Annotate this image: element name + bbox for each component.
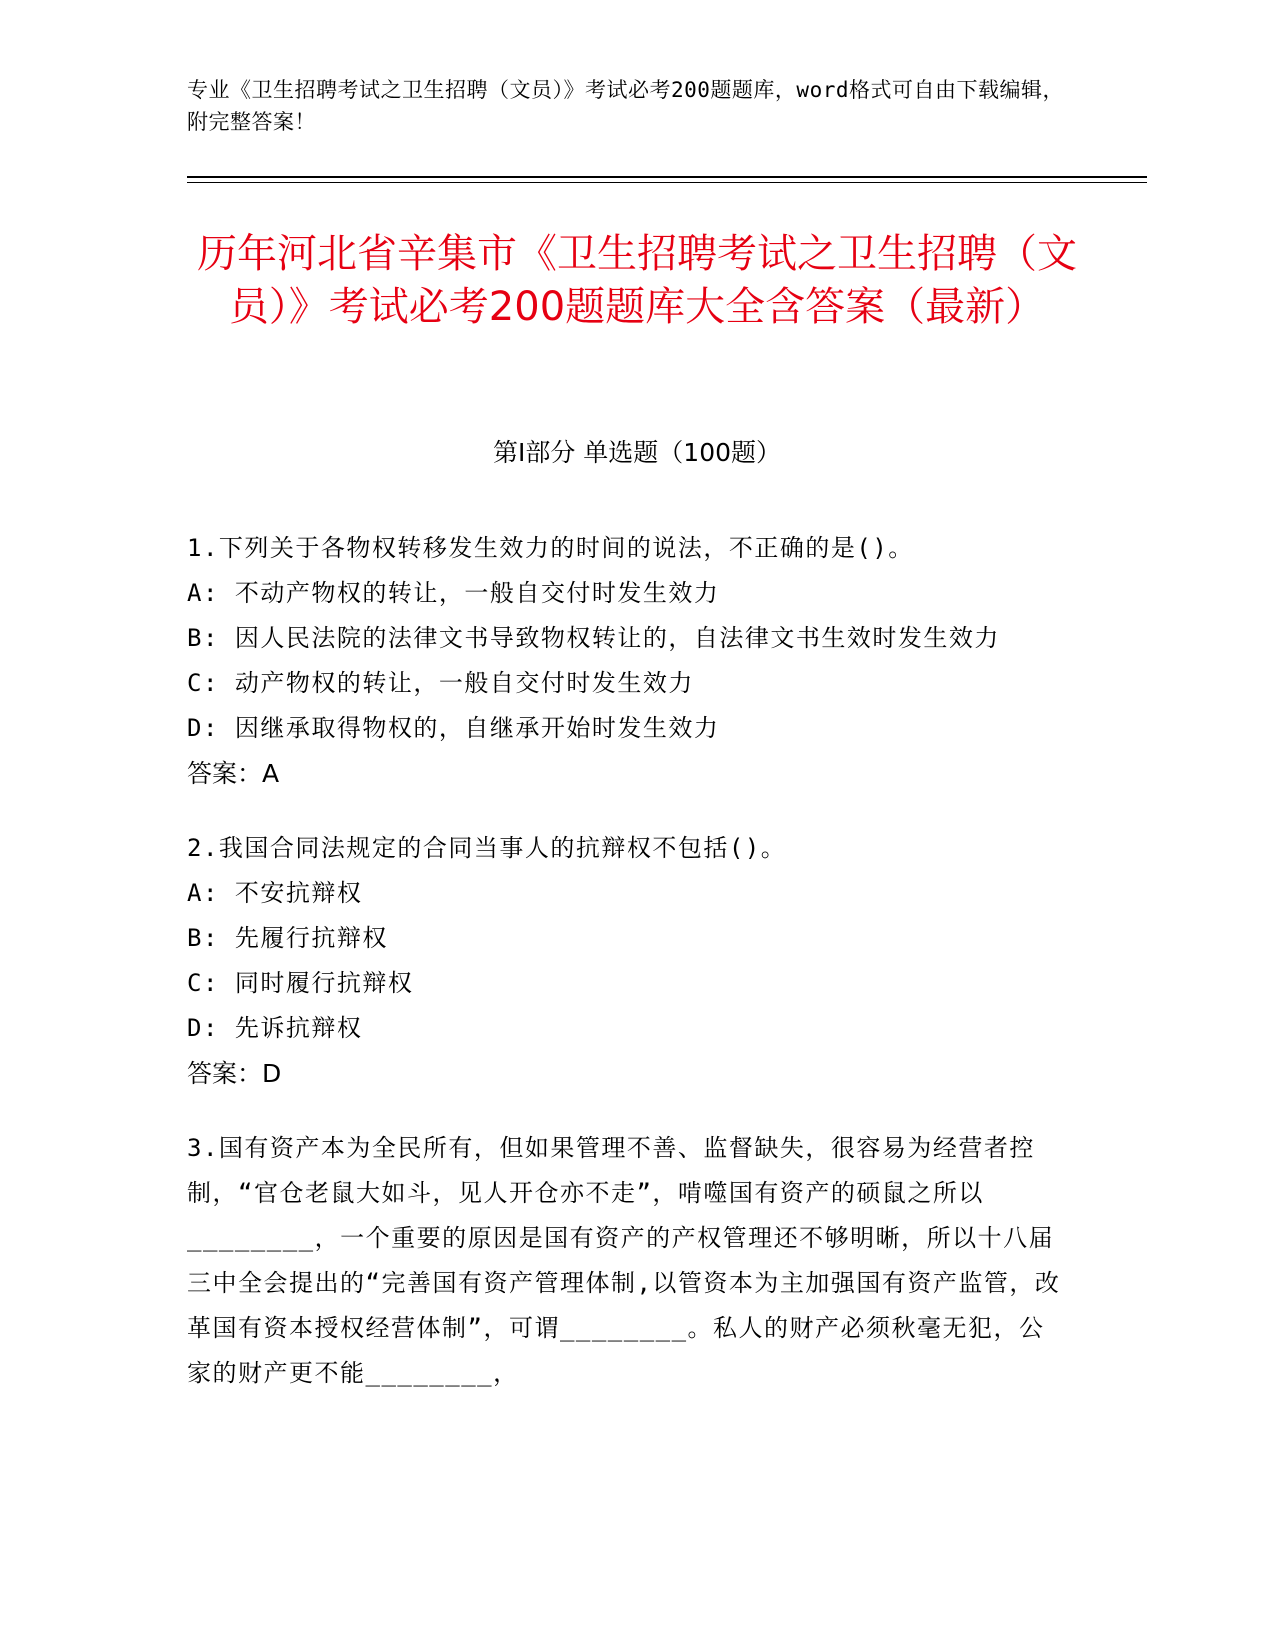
option-a: A: 不安抗辩权 <box>187 879 363 907</box>
option-b: B: 因人民法院的法律文书导致物权转让的，自法律文书生效时发生效力 <box>187 624 1000 652</box>
header-divider-thick <box>187 176 1147 178</box>
question-list <box>187 526 1067 1426</box>
document-title: 历年河北省辛集市《卫生招聘考试之卫生招聘（文员）》考试必考200题题库大全含答案（最新） <box>197 231 1077 330</box>
question-text: 1.下列关于各物权转移发生效力的时间的说法，不正确的是()。 <box>187 534 914 562</box>
option-c: C: 动产物权的转让，一般自交付时发生效力 <box>187 669 694 697</box>
option-d: D: 因继承取得物权的，自继承开始时发生效力 <box>187 714 720 742</box>
header-divider-thin <box>187 182 1147 183</box>
header-note: 专业《卫生招聘考试之卫生招聘（文员）》考试必考200题题库，word格式可自由下载编辑，附完整答案！ <box>187 78 1064 134</box>
option-d: D: 先诉抗辩权 <box>187 1014 363 1042</box>
question-text: 2.我国合同法规定的合同当事人的抗辩权不包括()。 <box>187 834 787 862</box>
question-text: 3.国有资产本为全民所有，但如果管理不善、监督缺失，很容易为经营者控制，“官仓老鼠大如斗，见人开仓亦不走”，啃噬国有资产的硕鼠之所以________，一个重要的原因是国有资产的产权管理还不够明晰，所以十八届三中全会提出的“完善国有资产管理体制,以管资本为主加强国有资产监管，改革国有资本授权经营体制”，可谓________。私人的财产必须秋毫无犯，公家的财产更不能________， <box>187 1134 1061 1387</box>
question-2 <box>187 826 1067 1096</box>
section-heading: 第Ⅰ部分 单选题（100题） <box>492 438 782 467</box>
question-3 <box>187 1126 1067 1396</box>
option-b: B: 先履行抗辩权 <box>187 924 388 952</box>
question-1 <box>187 526 1067 796</box>
answer: 答案：A <box>187 759 280 788</box>
option-c: C: 同时履行抗辩权 <box>187 969 414 997</box>
option-a: A: 不动产物权的转让，一般自交付时发生效力 <box>187 579 720 607</box>
answer: 答案：D <box>187 1059 282 1088</box>
